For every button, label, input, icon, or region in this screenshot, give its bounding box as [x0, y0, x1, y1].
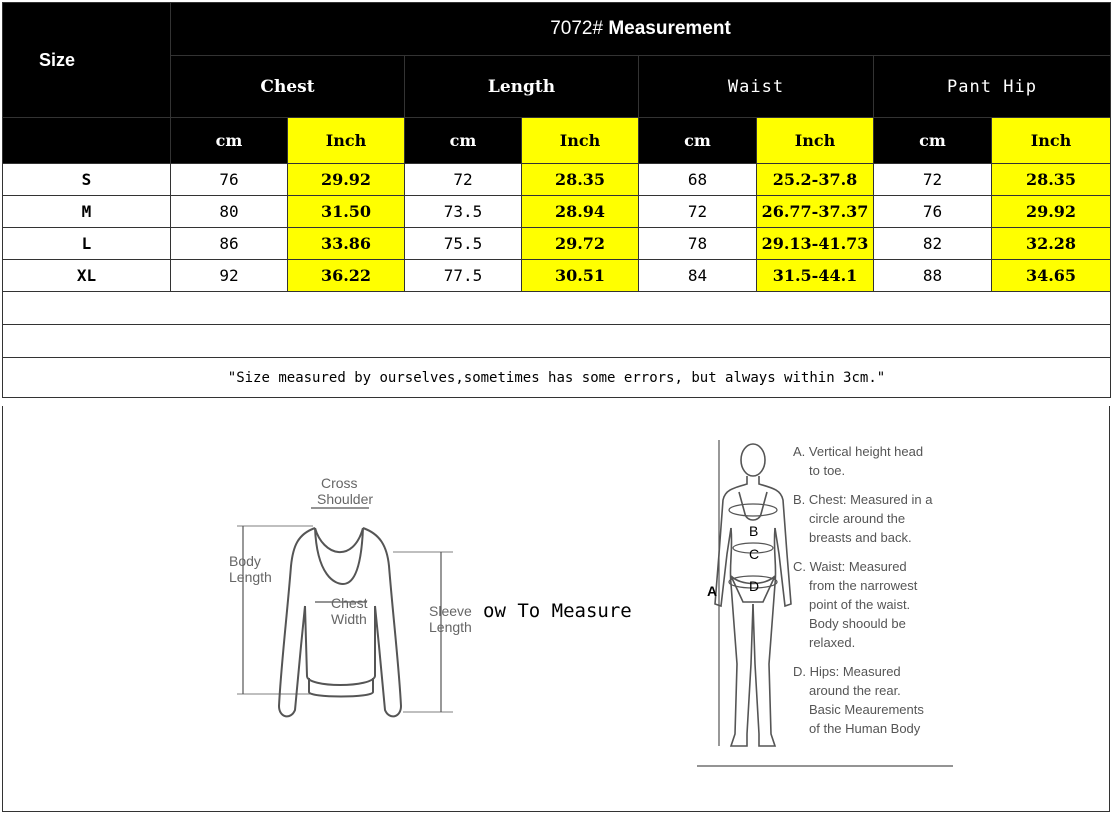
chest-inch: 33.86	[288, 228, 405, 260]
how-to-measure-heading: ow To Measure	[483, 600, 632, 622]
waist-inch: 29.13-41.73	[757, 228, 874, 260]
legend-line: circle around the	[809, 511, 906, 526]
legend-line: C. Waist: Measured	[793, 559, 907, 574]
unit-blank	[3, 118, 171, 164]
sleeve-length-label: Length	[429, 619, 472, 635]
legend-line: point of the waist.	[809, 597, 911, 612]
legend-line: to toe.	[809, 463, 846, 478]
chest-cm: 76	[171, 164, 288, 196]
title-number: 7072#	[550, 18, 604, 39]
how-to-measure-panel	[2, 406, 1110, 812]
hip-cm: 82	[874, 228, 992, 260]
waist-inch: 31.5-44.1	[757, 260, 874, 292]
legend-line: breasts and back.	[809, 530, 912, 545]
group-chest: Chest	[171, 56, 405, 118]
table-row	[3, 196, 1111, 228]
size-header: Size	[3, 3, 171, 118]
legend-line: from the narrowest	[809, 578, 918, 593]
length-inch: 29.72	[522, 228, 639, 260]
length-inch: 30.51	[522, 260, 639, 292]
group-pant-hip: Pant Hip	[874, 56, 1111, 118]
legend-line: around the rear.	[809, 683, 901, 698]
unit-cm: cm	[874, 118, 992, 164]
letter-a: A	[707, 583, 718, 599]
waist-inch: 26.77-37.37	[757, 196, 874, 228]
legend-line: B. Chest: Measured in a	[793, 492, 933, 507]
sleeve-length-label: Sleeve	[429, 603, 472, 619]
cross-shoulder-label: Shoulder	[317, 491, 374, 507]
table-row	[3, 164, 1111, 196]
waist-cm: 78	[639, 228, 757, 260]
waist-cm: 84	[639, 260, 757, 292]
length-cm: 75.5	[405, 228, 522, 260]
letter-c: C	[749, 546, 760, 562]
legend-item	[793, 490, 963, 547]
length-cm: 77.5	[405, 260, 522, 292]
body-outline	[715, 444, 791, 746]
hip-cm: 76	[874, 196, 992, 228]
hip-inch: 28.35	[992, 164, 1111, 196]
chest-width-label: Width	[331, 611, 367, 627]
table-row	[3, 260, 1111, 292]
unit-cm: cm	[405, 118, 522, 164]
group-length: Length	[405, 56, 639, 118]
letter-d: D	[749, 578, 760, 594]
sweater-diagram	[203, 466, 683, 786]
legend-line: A. Vertical height head	[793, 444, 924, 459]
blank-row	[3, 325, 1111, 358]
chest-cm: 92	[171, 260, 288, 292]
length-inch: 28.94	[522, 196, 639, 228]
cross-shoulder-label: Cross	[321, 475, 358, 491]
waist-cm: 68	[639, 164, 757, 196]
length-inch: 28.35	[522, 164, 639, 196]
measurement-table	[2, 2, 1111, 398]
hip-inch: 34.65	[992, 260, 1111, 292]
body-length-label: Length	[229, 569, 272, 585]
chest-cm: 80	[171, 196, 288, 228]
letter-b: B	[749, 523, 759, 539]
blank-row	[3, 292, 1111, 325]
length-cm: 73.5	[405, 196, 522, 228]
legend-item	[793, 662, 963, 738]
unit-cm: cm	[171, 118, 288, 164]
unit-inch: Inch	[992, 118, 1111, 164]
measurement-note: "Size measured by ourselves,sometimes has some errors, but always within 3cm."	[3, 358, 1111, 398]
table-title	[171, 3, 1111, 56]
measurement-legend	[793, 442, 963, 748]
chest-cm: 86	[171, 228, 288, 260]
legend-line: Basic Meaurements	[809, 702, 924, 717]
legend-item	[793, 442, 963, 480]
legend-line: Body shoould be	[809, 616, 906, 631]
chest-inch: 36.22	[288, 260, 405, 292]
size-cell: S	[3, 164, 171, 196]
legend-line: relaxed.	[809, 635, 856, 650]
unit-cm: cm	[639, 118, 757, 164]
group-waist: Waist	[639, 56, 874, 118]
hip-cm: 88	[874, 260, 992, 292]
hip-inch: 29.92	[992, 196, 1111, 228]
unit-inch: Inch	[522, 118, 639, 164]
unit-inch: Inch	[757, 118, 874, 164]
table-row	[3, 228, 1111, 260]
note-row	[3, 358, 1111, 398]
length-cm: 72	[405, 164, 522, 196]
legend-line: D. Hips: Measured	[793, 664, 901, 679]
body-length-label: Body	[229, 553, 261, 569]
size-cell: L	[3, 228, 171, 260]
legend-item	[793, 557, 963, 652]
waist-inch: 25.2-37.8	[757, 164, 874, 196]
chest-inch: 31.50	[288, 196, 405, 228]
chest-inch: 29.92	[288, 164, 405, 196]
size-cell: M	[3, 196, 171, 228]
unit-inch: Inch	[288, 118, 405, 164]
hip-inch: 32.28	[992, 228, 1111, 260]
chest-width-label: Chest	[331, 595, 368, 611]
waist-cm: 72	[639, 196, 757, 228]
size-cell: XL	[3, 260, 171, 292]
title-word: Measurement	[608, 18, 731, 39]
legend-line: of the Human Body	[809, 721, 921, 736]
hip-cm: 72	[874, 164, 992, 196]
